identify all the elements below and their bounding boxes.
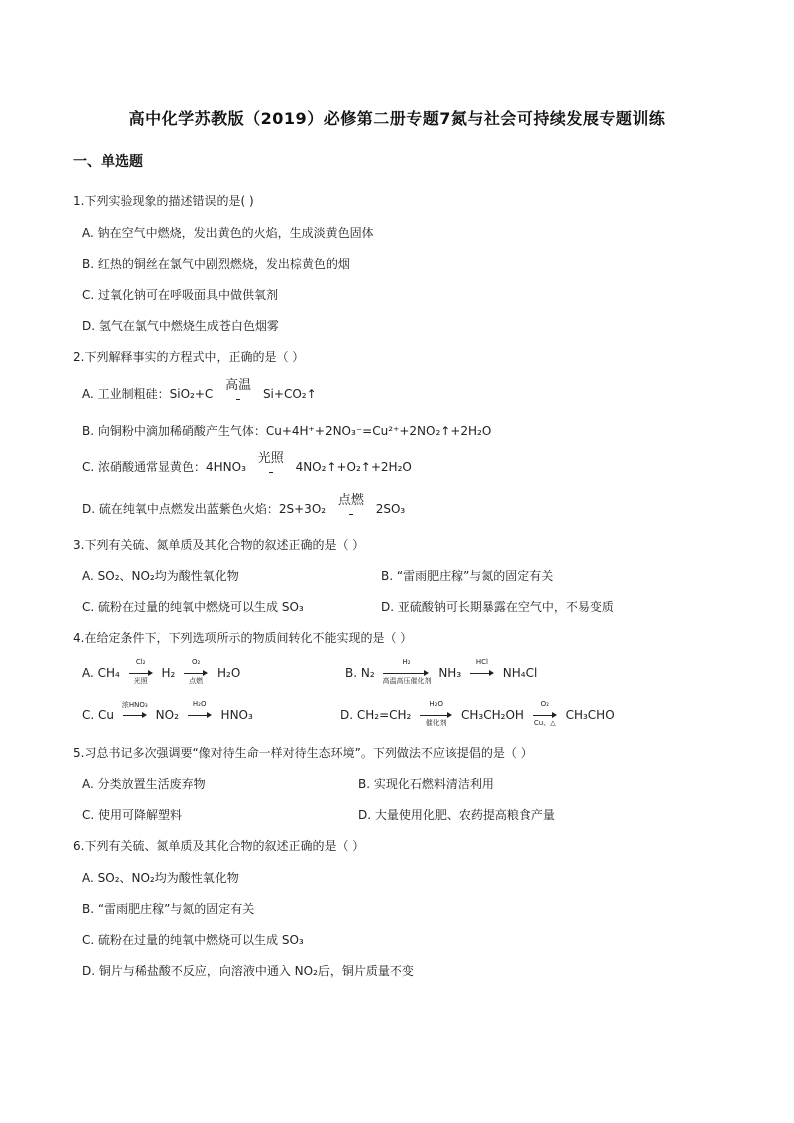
q6-option-a: A. SO₂、NO₂均为酸性氧化物 (82, 871, 239, 885)
q2-stem: 2.下列解释事实的方程式中，正确的是（ ） (73, 350, 305, 364)
q4-b-arrow-2-top: HCl (475, 657, 488, 666)
q4-d-intermediate: CH₃CH₂OH (461, 708, 524, 722)
q4-a-arrow-2-top: O₂ (192, 657, 201, 666)
q2-c-rhs: 4NO₂↑+O₂↑+2H₂O (295, 460, 412, 474)
q4-b-product: NH₄Cl (502, 666, 538, 680)
eq-mark-icon (269, 472, 273, 473)
q6-stem: 6.下列有关硫、氮单质及其化合物的叙述正确的是（ ） (73, 839, 365, 853)
q4-b-intermediate: NH₃ (438, 666, 462, 680)
q4-b-label: B. N₂ (345, 666, 375, 680)
q2-c-prefix: C. 浓硝酸通常显黄色： (82, 460, 207, 474)
q4-d-arrow-1-bottom: 催化剂 (425, 718, 447, 727)
q4-b-arrow-2 (469, 657, 495, 681)
q5-option-d: D. 大量使用化肥、农药提高粮食产量 (358, 808, 555, 822)
q1-option-c: C. 过氧化钠可在呼吸面具中做供氧剂 (82, 288, 279, 302)
q3-stem: 3.下列有关硫、氮单质及其化合物的叙述正确的是（ ） (73, 538, 365, 552)
q4-option-c (82, 699, 253, 723)
q2-d-lhs: 2S+3O₂ (278, 502, 327, 516)
q4-d-arrow-1-top: H₂O (429, 699, 443, 708)
q4-a-arrow-1-top: Cl₂ (135, 657, 146, 666)
arrow-icon (489, 670, 494, 676)
q4-option-a (82, 657, 241, 685)
q2-a-rhs: Si+CO₂↑ (262, 387, 317, 401)
q5-option-a: A. 分类放置生活废弃物 (82, 777, 206, 791)
q5-option-c: C. 使用可降解塑料 (82, 808, 183, 822)
q4-c-arrow-1 (121, 700, 148, 723)
q2-a-condition (223, 377, 253, 402)
q2-d-condition-label: 点燃 (337, 492, 364, 508)
q4-c-arrow-1-top: 浓HNO₃ (121, 700, 148, 709)
q4-a-arrow-2-bottom: 点燃 (189, 676, 204, 685)
section-heading: 一、单选题 (73, 154, 143, 170)
q4-b-arrow-1-top: H₂ (402, 657, 411, 666)
q6-option-d: D. 铜片与稀盐酸不反应，向溶液中通入 NO₂后，铜片质量不变 (82, 964, 414, 978)
q4-d-arrow-1 (419, 699, 453, 727)
q4-d-arrow-2 (532, 699, 558, 727)
q3-option-a: A. SO₂、NO₂均为酸性氧化物 (82, 569, 239, 583)
q3-option-b: B. “雷雨肥庄稼”与氮的固定有关 (381, 569, 554, 583)
q4-c-arrow-2 (187, 699, 213, 723)
q5-stem: 5.习总书记多次强调要“像对待生命一样对待生态环境”。下列做法不应该提倡的是（ ） (73, 746, 533, 760)
q4-stem: 4.在给定条件下，下列选项所示的物质间转化不能实现的是（ ） (73, 631, 413, 645)
q1-option-d: D. 氢气在氯气中燃烧生成苍白色烟雾 (82, 319, 279, 333)
q4-d-arrow-2-top: O₂ (540, 699, 549, 708)
q4-c-label: C. Cu (82, 708, 114, 722)
q4-d-product: CH₃CHO (565, 708, 615, 722)
q2-d-prefix: D. 硫在纯氧中点燃发出蓝紫色火焰： (82, 502, 279, 516)
eq-mark-icon (236, 399, 240, 400)
q6-option-b: B. “雷雨肥庄稼”与氮的固定有关 (82, 902, 255, 916)
q4-option-b (345, 657, 538, 685)
q4-option-d (340, 699, 615, 727)
q4-a-arrow-1 (128, 657, 154, 685)
q4-d-label: D. CH₂=CH₂ (340, 708, 412, 722)
q2-option-b: B. 向铜粉中滴加稀硝酸产生气体：Cu+4H⁺+2NO₃⁻=Cu²⁺+2NO₂↑+2H₂O (82, 424, 492, 438)
q4-a-label: A. CH₄ (82, 666, 120, 680)
q4-c-product: HNO₃ (220, 708, 253, 722)
q6-option-c: C. 硫粉在过量的纯氧中燃烧可以生成 SO₃ (82, 933, 304, 947)
q2-c-lhs: 4HNO₃ (206, 460, 246, 474)
q2-a-prefix: A. 工业制粗硅： (82, 387, 170, 401)
q2-option-a (82, 377, 317, 402)
q4-b-arrow-1 (382, 657, 432, 685)
q2-option-d (82, 492, 406, 517)
q4-a-intermediate: H₂ (161, 666, 176, 680)
q4-c-arrow-2-top: H₂O (192, 699, 207, 708)
q1-option-b: B. 红热的铜丝在氯气中剧烈燃烧，发出棕黄色的烟 (82, 257, 350, 271)
eq-mark-icon (349, 514, 353, 515)
q2-a-condition-label: 高温 (225, 377, 252, 393)
q2-c-condition-label: 光照 (257, 450, 284, 466)
q4-a-product: H₂O (217, 666, 241, 680)
arrow-icon (142, 712, 147, 718)
q3-option-c: C. 硫粉在过量的纯氧中燃烧可以生成 SO₃ (82, 600, 304, 614)
q1-option-a: A. 钠在空气中燃烧，发出黄色的火焰，生成淡黄色固体 (82, 226, 374, 240)
q2-d-rhs: 2SO₃ (375, 502, 406, 516)
arrow-icon (207, 712, 212, 718)
q2-c-condition (256, 450, 286, 475)
q4-b-arrow-1-bottom: 高温高压催化剂 (382, 676, 432, 685)
document-title: 高中化学苏教版（2019）必修第二册专题7氮与社会可持续发展专题训练 (128, 109, 666, 128)
q2-a-lhs: SiO₂+C (169, 387, 214, 401)
q1-stem: 1.下列实验现象的描述错误的是( ) (73, 194, 254, 208)
q5-option-b: B. 实现化石燃料清洁利用 (358, 777, 494, 791)
q4-c-intermediate: NO₂ (155, 708, 179, 722)
q2-option-c (82, 450, 412, 475)
q2-d-condition (336, 492, 366, 517)
q4-a-arrow-1-bottom: 光照 (133, 676, 148, 685)
q4-a-arrow-2 (183, 657, 209, 685)
q3-option-d: D. 亚硫酸钠可长期暴露在空气中，不易变质 (381, 600, 614, 614)
q4-d-arrow-2-bottom: Cu、△ (533, 718, 556, 727)
